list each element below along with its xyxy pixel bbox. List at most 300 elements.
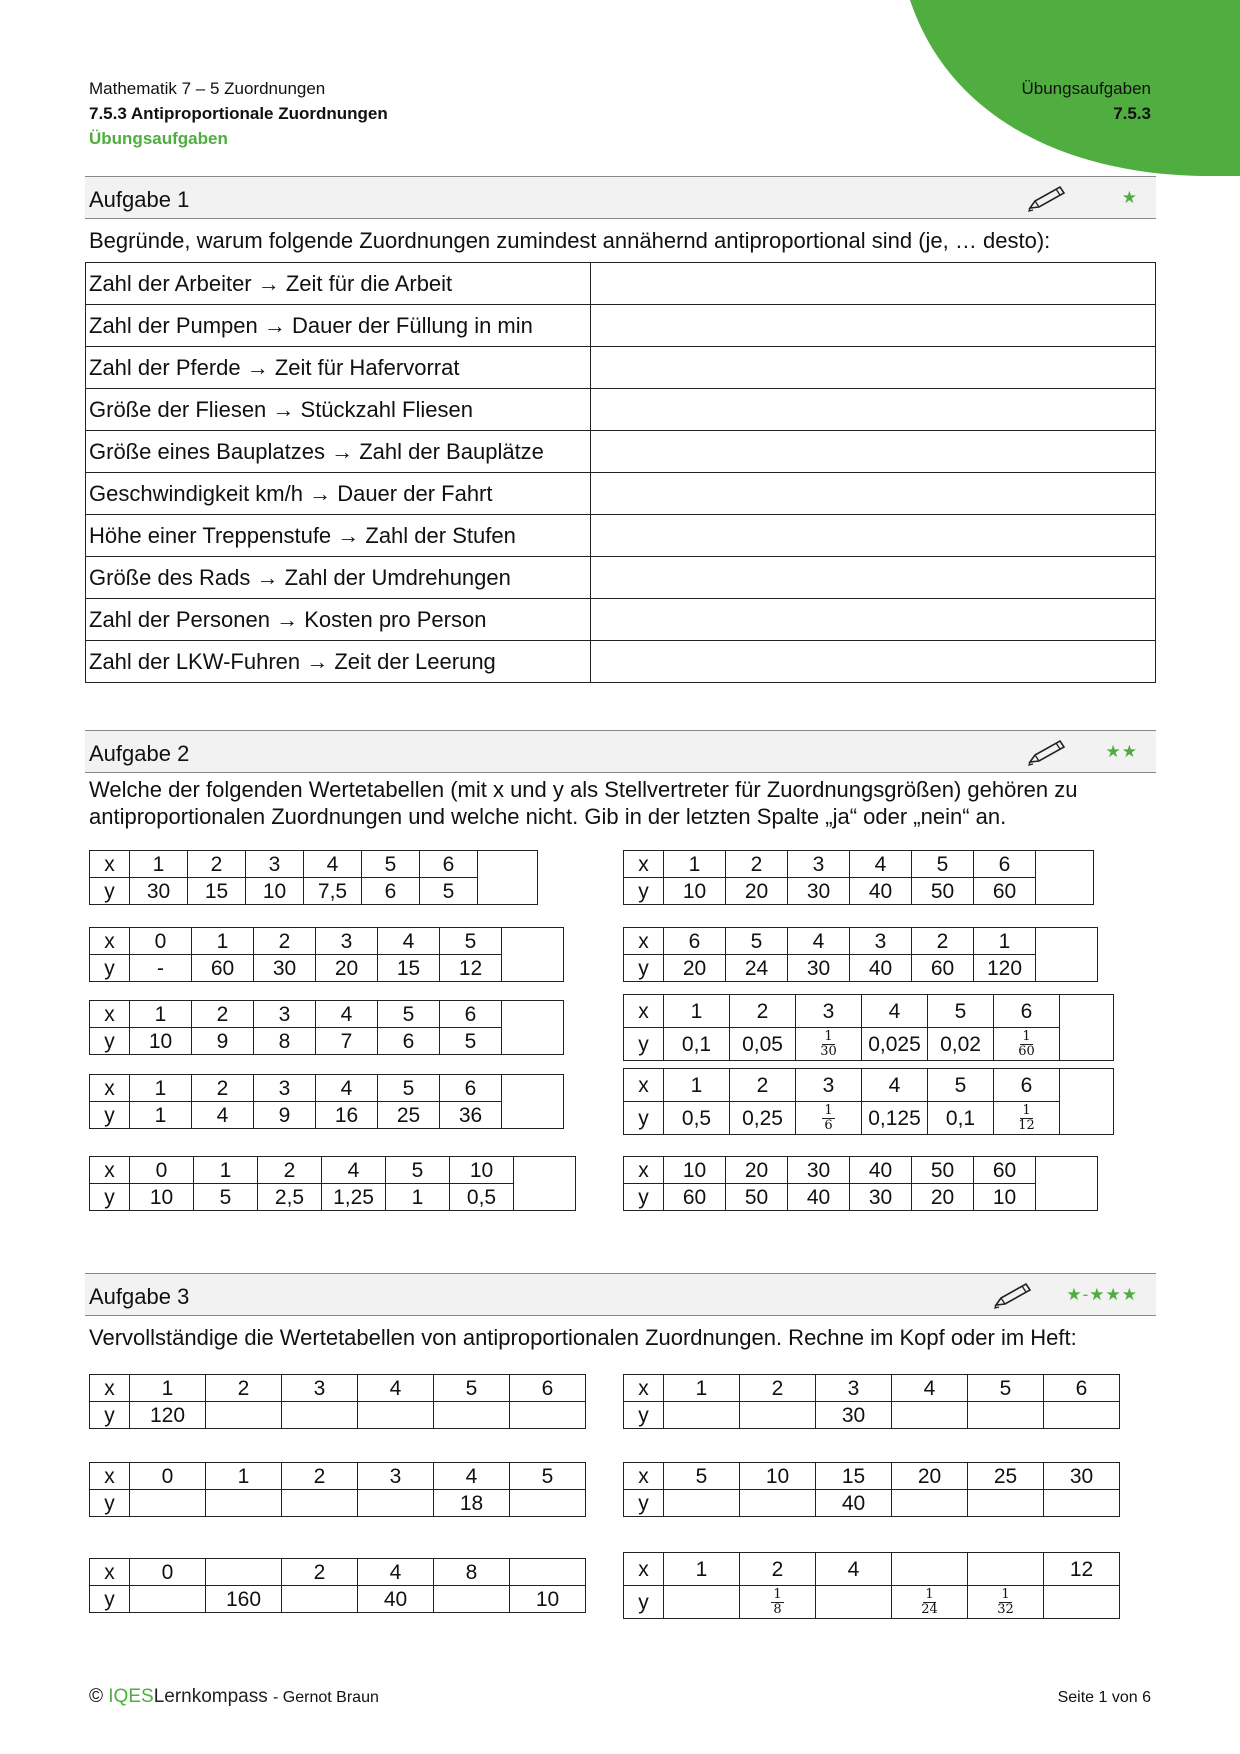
value-cell: 0,025 bbox=[862, 1028, 928, 1061]
x-row bbox=[90, 1463, 586, 1490]
x-row bbox=[624, 1463, 1120, 1490]
y-row bbox=[624, 955, 1098, 982]
value-cell: 120 bbox=[974, 955, 1036, 982]
task1-row bbox=[86, 305, 1156, 347]
value-cell: 2 bbox=[726, 851, 788, 878]
value-cell: 5 bbox=[362, 851, 420, 878]
value-cell: 7 bbox=[316, 1028, 378, 1055]
task1-row bbox=[86, 473, 1156, 515]
value-cell: 4 bbox=[434, 1463, 510, 1490]
value-cell: 5 bbox=[378, 1075, 440, 1102]
value-cell[interactable] bbox=[1044, 1402, 1120, 1429]
value-cell: 0,5 bbox=[664, 1102, 730, 1135]
value-cell: 2 bbox=[192, 1001, 254, 1028]
x-label: x bbox=[624, 1553, 664, 1586]
value-cell: 40 bbox=[850, 955, 912, 982]
value-cell: 2 bbox=[188, 851, 246, 878]
x-row bbox=[90, 1001, 564, 1028]
y-row bbox=[90, 1490, 586, 1517]
value-cell[interactable] bbox=[740, 1402, 816, 1429]
value-cell: 4 bbox=[378, 928, 440, 955]
value-cell: 1 bbox=[192, 928, 254, 955]
task2-table-a bbox=[89, 850, 538, 905]
value-cell[interactable] bbox=[130, 1586, 206, 1613]
value-cell: 15 bbox=[816, 1463, 892, 1490]
value-cell: 5 bbox=[510, 1463, 586, 1490]
y-row bbox=[624, 1028, 1114, 1061]
assignment-label: Zahl der Arbeiter → Zeit für die Arbeit bbox=[86, 263, 591, 305]
value-cell: 5 bbox=[664, 1463, 740, 1490]
copyright-symbol: © bbox=[89, 1686, 103, 1707]
task3-table-d bbox=[623, 1462, 1120, 1517]
value-cell: 4 bbox=[788, 928, 850, 955]
value-cell: 5 bbox=[912, 851, 974, 878]
value-cell: 5 bbox=[378, 1001, 440, 1028]
task1-bar bbox=[85, 176, 1156, 219]
x-row bbox=[90, 851, 538, 878]
value-cell: 50 bbox=[912, 878, 974, 905]
value-cell: 4 bbox=[316, 1075, 378, 1102]
assignment-label: Größe der Fliesen → Stückzahl Fliesen bbox=[86, 389, 591, 431]
value-cell: 0 bbox=[130, 1157, 194, 1184]
value-cell: 0,1 bbox=[928, 1102, 994, 1135]
footer-brand bbox=[89, 1686, 379, 1708]
task2-table-g bbox=[89, 1074, 564, 1129]
value-cell[interactable] bbox=[282, 1402, 358, 1429]
task2-bar bbox=[85, 730, 1156, 773]
task1-row bbox=[86, 347, 1156, 389]
value-cell: 5 bbox=[440, 1028, 502, 1055]
value-cell: 10 bbox=[664, 1157, 726, 1184]
value-cell: 4 bbox=[192, 1102, 254, 1129]
value-cell: 6 bbox=[440, 1001, 502, 1028]
value-cell: 36 bbox=[440, 1102, 502, 1129]
value-cell: 30 bbox=[1044, 1463, 1120, 1490]
value-cell: 3 bbox=[254, 1001, 316, 1028]
y-row bbox=[90, 1028, 564, 1055]
x-label: x bbox=[90, 1157, 130, 1184]
pencil-icon bbox=[1027, 183, 1067, 213]
value-cell: 25 bbox=[378, 1102, 440, 1129]
value-cell: 10 bbox=[130, 1028, 192, 1055]
task2-instruction-line1: Welche der folgenden Wertetabellen (mit x und y als Stellvertreter für Zuordnungsgrößen) gehören zu bbox=[89, 777, 1078, 802]
value-cell: 0,05 bbox=[730, 1028, 796, 1061]
value-cell: 1,25 bbox=[322, 1184, 386, 1211]
value-cell: 50 bbox=[726, 1184, 788, 1211]
y-label: y bbox=[624, 955, 664, 982]
value-cell: 15 bbox=[188, 878, 246, 905]
task1-row bbox=[86, 263, 1156, 305]
value-cell: 4 bbox=[850, 851, 912, 878]
value-cell: 6 bbox=[420, 851, 478, 878]
task1-title: Aufgabe 1 bbox=[89, 187, 190, 212]
answer-cell[interactable] bbox=[591, 431, 1156, 473]
task2-table-i bbox=[89, 1156, 576, 1211]
value-cell: $\frac{1}{32}$ bbox=[968, 1586, 1044, 1619]
y-row bbox=[624, 1184, 1098, 1211]
header-right-number: 7.5.3 bbox=[1113, 104, 1151, 123]
value-cell: 3 bbox=[316, 928, 378, 955]
answer-cell[interactable] bbox=[502, 1001, 564, 1055]
task1-row bbox=[86, 599, 1156, 641]
value-cell[interactable] bbox=[740, 1490, 816, 1517]
x-label: x bbox=[624, 1069, 664, 1102]
task1-row bbox=[86, 515, 1156, 557]
value-cell[interactable] bbox=[816, 1586, 892, 1619]
answer-cell[interactable] bbox=[591, 557, 1156, 599]
value-cell: 5 bbox=[194, 1184, 258, 1211]
header-right-label: Übungsaufgaben bbox=[1021, 79, 1151, 98]
y-label: y bbox=[90, 1402, 130, 1429]
value-cell: 3 bbox=[796, 995, 862, 1028]
value-cell[interactable] bbox=[968, 1490, 1044, 1517]
value-cell[interactable] bbox=[358, 1490, 434, 1517]
task1-row bbox=[86, 389, 1156, 431]
answer-cell[interactable] bbox=[478, 851, 538, 905]
value-cell: 4 bbox=[322, 1157, 386, 1184]
value-cell: 6 bbox=[974, 851, 1036, 878]
value-cell: 3 bbox=[850, 928, 912, 955]
task1-instruction: Begründe, warum folgende Zuordnungen zumindest annähernd antiproportional sind (je, … desto): bbox=[89, 228, 1051, 253]
x-row bbox=[624, 995, 1114, 1028]
x-row bbox=[624, 1553, 1120, 1586]
x-label: x bbox=[90, 1001, 130, 1028]
value-cell: 10 bbox=[246, 878, 304, 905]
value-cell: 2 bbox=[282, 1463, 358, 1490]
value-cell: 60 bbox=[664, 1184, 726, 1211]
value-cell: 12 bbox=[440, 955, 502, 982]
value-cell: 1 bbox=[130, 1102, 192, 1129]
answer-cell[interactable] bbox=[591, 263, 1156, 305]
value-cell: 0 bbox=[130, 1559, 206, 1586]
y-row bbox=[90, 1402, 586, 1429]
difficulty-stars: ★ bbox=[1121, 188, 1138, 207]
x-label: x bbox=[624, 1463, 664, 1490]
value-cell: $\frac{1}{60}$ bbox=[994, 1028, 1060, 1061]
value-cell: 40 bbox=[850, 1157, 912, 1184]
task2-table-b bbox=[623, 850, 1094, 905]
task1-row bbox=[86, 557, 1156, 599]
task2-instruction bbox=[89, 776, 1078, 830]
value-cell: 2,5 bbox=[258, 1184, 322, 1211]
value-cell: 1 bbox=[664, 1553, 740, 1586]
task3-title: Aufgabe 3 bbox=[89, 1284, 190, 1309]
value-cell: 4 bbox=[816, 1553, 892, 1586]
value-cell: 40 bbox=[850, 878, 912, 905]
value-cell[interactable] bbox=[892, 1402, 968, 1429]
value-cell: 5 bbox=[440, 928, 502, 955]
task2-table-j bbox=[623, 1156, 1098, 1211]
x-label: x bbox=[624, 1157, 664, 1184]
course-title: Mathematik 7 – 5 Zuordnungen bbox=[89, 79, 326, 98]
value-cell: 1 bbox=[130, 1001, 192, 1028]
value-cell: 8 bbox=[254, 1028, 316, 1055]
section-title: Übungsaufgaben bbox=[89, 129, 228, 148]
value-cell: 5 bbox=[726, 928, 788, 955]
value-cell: 2 bbox=[730, 995, 796, 1028]
task2-instruction-line2: antiproportionalen Zuordnungen und welche nicht. Gib in der letzten Spalte „ja“ oder „nein“ an. bbox=[89, 804, 1007, 829]
x-row bbox=[624, 928, 1098, 955]
value-cell: 3 bbox=[788, 851, 850, 878]
value-cell: 5 bbox=[968, 1375, 1044, 1402]
answer-cell[interactable] bbox=[1036, 928, 1098, 982]
value-cell[interactable] bbox=[206, 1559, 282, 1586]
value-cell: 40 bbox=[816, 1490, 892, 1517]
value-cell: 120 bbox=[130, 1402, 206, 1429]
value-cell: 2 bbox=[192, 1075, 254, 1102]
value-cell: 2 bbox=[912, 928, 974, 955]
value-cell[interactable] bbox=[664, 1402, 740, 1429]
task2-table-f bbox=[623, 994, 1114, 1061]
value-cell: 3 bbox=[796, 1069, 862, 1102]
value-cell[interactable] bbox=[1044, 1490, 1120, 1517]
task1-row bbox=[86, 431, 1156, 473]
answer-cell[interactable] bbox=[1036, 851, 1094, 905]
answer-cell[interactable] bbox=[591, 347, 1156, 389]
value-cell: 5 bbox=[928, 1069, 994, 1102]
value-cell[interactable] bbox=[358, 1402, 434, 1429]
value-cell: 1 bbox=[664, 1069, 730, 1102]
value-cell: 1 bbox=[974, 928, 1036, 955]
value-cell: 20 bbox=[664, 955, 726, 982]
value-cell: 20 bbox=[726, 878, 788, 905]
assignment-label: Zahl der Pferde → Zeit für Hafervorrat bbox=[86, 347, 591, 389]
y-row bbox=[624, 1490, 1120, 1517]
value-cell[interactable] bbox=[510, 1402, 586, 1429]
value-cell[interactable] bbox=[206, 1490, 282, 1517]
x-row bbox=[90, 1375, 586, 1402]
value-cell: 6 bbox=[994, 1069, 1060, 1102]
pencil-icon bbox=[1027, 737, 1067, 767]
value-cell: 0,5 bbox=[450, 1184, 514, 1211]
assignment-label: Zahl der Personen → Kosten pro Person bbox=[86, 599, 591, 641]
value-cell: 0 bbox=[130, 928, 192, 955]
value-cell: 10 bbox=[664, 878, 726, 905]
answer-cell[interactable] bbox=[591, 305, 1156, 347]
value-cell[interactable] bbox=[130, 1490, 206, 1517]
y-label: y bbox=[90, 1184, 130, 1211]
value-cell: $\frac{1}{24}$ bbox=[892, 1586, 968, 1619]
value-cell: 6 bbox=[362, 878, 420, 905]
task2-table-d bbox=[623, 927, 1098, 982]
x-row bbox=[624, 1375, 1120, 1402]
answer-cell[interactable] bbox=[591, 473, 1156, 515]
value-cell: 10 bbox=[974, 1184, 1036, 1211]
value-cell: 160 bbox=[206, 1586, 282, 1613]
value-cell: 10 bbox=[450, 1157, 514, 1184]
task3-table-a bbox=[89, 1374, 586, 1429]
value-cell: 1 bbox=[194, 1157, 258, 1184]
task2-table-h bbox=[623, 1068, 1114, 1135]
value-cell: 9 bbox=[254, 1102, 316, 1129]
value-cell: 6 bbox=[664, 928, 726, 955]
value-cell: 2 bbox=[740, 1375, 816, 1402]
value-cell: 4 bbox=[862, 995, 928, 1028]
value-cell[interactable] bbox=[434, 1402, 510, 1429]
value-cell[interactable] bbox=[1044, 1586, 1120, 1619]
value-cell: 20 bbox=[892, 1463, 968, 1490]
x-label: x bbox=[90, 851, 130, 878]
value-cell: $\frac{1}{6}$ bbox=[796, 1102, 862, 1135]
y-row bbox=[90, 1184, 576, 1211]
value-cell: 30 bbox=[254, 955, 316, 982]
value-cell: 20 bbox=[316, 955, 378, 982]
value-cell: 30 bbox=[788, 955, 850, 982]
value-cell: 4 bbox=[358, 1559, 434, 1586]
value-cell: $\frac{1}{12}$ bbox=[994, 1102, 1060, 1135]
answer-cell[interactable] bbox=[591, 389, 1156, 431]
x-label: x bbox=[90, 928, 130, 955]
value-cell[interactable] bbox=[282, 1586, 358, 1613]
value-cell: 18 bbox=[434, 1490, 510, 1517]
value-cell: 5 bbox=[434, 1375, 510, 1402]
value-cell: 4 bbox=[892, 1375, 968, 1402]
task3-table-f bbox=[623, 1552, 1120, 1619]
y-label: y bbox=[624, 1586, 664, 1619]
y-label: y bbox=[624, 1490, 664, 1517]
value-cell: 5 bbox=[386, 1157, 450, 1184]
value-cell: 15 bbox=[378, 955, 440, 982]
value-cell[interactable] bbox=[206, 1402, 282, 1429]
value-cell: 8 bbox=[434, 1559, 510, 1586]
value-cell: 20 bbox=[726, 1157, 788, 1184]
value-cell[interactable] bbox=[892, 1490, 968, 1517]
value-cell: 30 bbox=[788, 1157, 850, 1184]
value-cell: 3 bbox=[816, 1375, 892, 1402]
value-cell: 1 bbox=[130, 1375, 206, 1402]
x-row bbox=[624, 851, 1094, 878]
y-row bbox=[624, 1102, 1114, 1135]
answer-cell[interactable] bbox=[1036, 1157, 1098, 1211]
value-cell: 4 bbox=[862, 1069, 928, 1102]
task2-table-e bbox=[89, 1000, 564, 1055]
value-cell[interactable] bbox=[664, 1586, 740, 1619]
answer-cell[interactable] bbox=[591, 641, 1156, 683]
value-cell: 6 bbox=[994, 995, 1060, 1028]
value-cell: 60 bbox=[912, 955, 974, 982]
assignment-label: Größe eines Bauplatzes → Zahl der Bauplätze bbox=[86, 431, 591, 473]
answer-cell[interactable] bbox=[591, 599, 1156, 641]
y-row bbox=[90, 955, 564, 982]
value-cell: 5 bbox=[928, 995, 994, 1028]
value-cell: 3 bbox=[358, 1463, 434, 1490]
value-cell: 6 bbox=[378, 1028, 440, 1055]
x-label: x bbox=[90, 1075, 130, 1102]
value-cell: 6 bbox=[1044, 1375, 1120, 1402]
value-cell: 10 bbox=[740, 1463, 816, 1490]
value-cell: 25 bbox=[968, 1463, 1044, 1490]
value-cell: 30 bbox=[850, 1184, 912, 1211]
y-row bbox=[90, 1102, 564, 1129]
assignment-label: Zahl der Pumpen → Dauer der Füllung in min bbox=[86, 305, 591, 347]
task3-instruction: Vervollständige die Wertetabellen von antiproportionalen Zuordnungen. Rechne im Kopf oder im Heft: bbox=[89, 1325, 1077, 1350]
value-cell: 3 bbox=[282, 1375, 358, 1402]
y-row bbox=[624, 1402, 1120, 1429]
value-cell: 60 bbox=[974, 1157, 1036, 1184]
value-cell[interactable] bbox=[892, 1553, 968, 1586]
value-cell: 16 bbox=[316, 1102, 378, 1129]
value-cell[interactable] bbox=[282, 1490, 358, 1517]
value-cell: 4 bbox=[316, 1001, 378, 1028]
x-label: x bbox=[624, 928, 664, 955]
page-number: Seite 1 von 6 bbox=[1057, 1689, 1151, 1706]
value-cell: - bbox=[130, 955, 192, 982]
value-cell: 0,125 bbox=[862, 1102, 928, 1135]
value-cell: 0,25 bbox=[730, 1102, 796, 1135]
x-label: x bbox=[90, 1463, 130, 1490]
y-label: y bbox=[90, 878, 130, 905]
answer-cell[interactable] bbox=[1060, 995, 1114, 1061]
value-cell: 10 bbox=[510, 1586, 586, 1613]
y-row bbox=[90, 1586, 586, 1613]
y-row bbox=[90, 878, 538, 905]
value-cell[interactable] bbox=[664, 1490, 740, 1517]
task3-bar bbox=[85, 1273, 1156, 1316]
y-label: y bbox=[624, 878, 664, 905]
value-cell: 1 bbox=[664, 995, 730, 1028]
y-row bbox=[624, 878, 1094, 905]
value-cell[interactable] bbox=[968, 1553, 1044, 1586]
value-cell[interactable] bbox=[510, 1490, 586, 1517]
value-cell: 0,02 bbox=[928, 1028, 994, 1061]
value-cell[interactable] bbox=[434, 1586, 510, 1613]
task3-table-e bbox=[89, 1558, 586, 1613]
x-row bbox=[624, 1157, 1098, 1184]
y-label: y bbox=[90, 1490, 130, 1517]
task2-title: Aufgabe 2 bbox=[89, 741, 190, 766]
value-cell: 50 bbox=[912, 1157, 974, 1184]
x-label: x bbox=[624, 851, 664, 878]
value-cell: 40 bbox=[788, 1184, 850, 1211]
brand-iqes: IQES bbox=[108, 1686, 154, 1707]
value-cell: 30 bbox=[788, 878, 850, 905]
value-cell: 4 bbox=[358, 1375, 434, 1402]
value-cell: $\frac{1}{8}$ bbox=[740, 1586, 816, 1619]
value-cell: 3 bbox=[254, 1075, 316, 1102]
x-label: x bbox=[90, 1375, 130, 1402]
answer-cell[interactable] bbox=[591, 515, 1156, 557]
x-label: x bbox=[624, 995, 664, 1028]
document-header bbox=[89, 76, 388, 151]
task2-table-c bbox=[89, 927, 564, 982]
answer-cell[interactable] bbox=[514, 1157, 576, 1211]
x-label: x bbox=[624, 1375, 664, 1402]
y-label: y bbox=[90, 1586, 130, 1613]
x-row bbox=[90, 1075, 564, 1102]
x-row bbox=[90, 1157, 576, 1184]
value-cell: $\frac{1}{30}$ bbox=[796, 1028, 862, 1061]
value-cell[interactable] bbox=[510, 1559, 586, 1586]
value-cell: 2 bbox=[206, 1375, 282, 1402]
answer-cell[interactable] bbox=[502, 928, 564, 982]
x-row bbox=[624, 1069, 1114, 1102]
answer-cell[interactable] bbox=[502, 1075, 564, 1129]
y-row bbox=[624, 1586, 1120, 1619]
task1-table bbox=[85, 262, 1156, 683]
y-label: y bbox=[90, 955, 130, 982]
value-cell: 1 bbox=[386, 1184, 450, 1211]
value-cell: 1 bbox=[664, 1375, 740, 1402]
value-cell: 30 bbox=[130, 878, 188, 905]
footer-author: - Gernot Braun bbox=[273, 1689, 379, 1706]
value-cell: 1 bbox=[664, 851, 726, 878]
answer-cell[interactable] bbox=[1060, 1069, 1114, 1135]
value-cell: 5 bbox=[420, 878, 478, 905]
y-label: y bbox=[624, 1184, 664, 1211]
value-cell: 6 bbox=[510, 1375, 586, 1402]
value-cell: 12 bbox=[1044, 1553, 1120, 1586]
value-cell[interactable] bbox=[968, 1402, 1044, 1429]
